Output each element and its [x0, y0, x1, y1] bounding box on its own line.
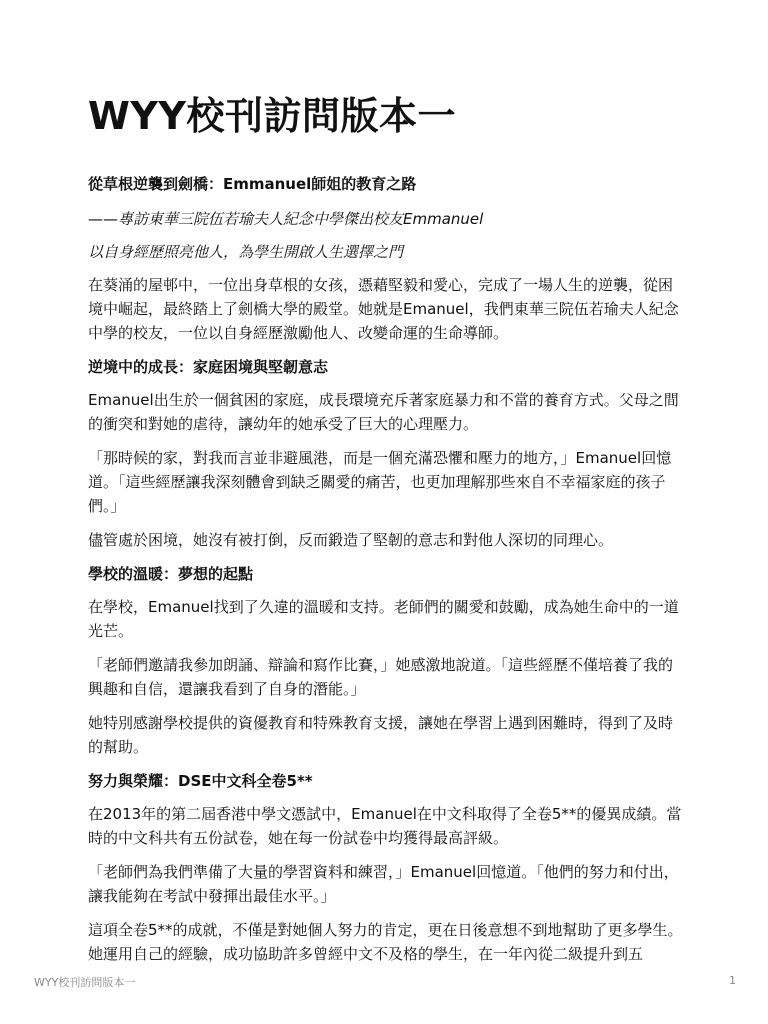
paragraph: 她特別感謝學校提供的資優教育和特殊教育支援，讓她在學習上遇到困難時，得到了及時的幫助。	[88, 714, 674, 756]
intro-paragraph: 在葵涌的屋邨中，一位出身草根的女孩，憑藉堅毅和愛心，完成了一場人生的逆襲，從困境中崛起，最終踏上了劍橋大學的殿堂。她就是Emanuel，我們東華三院伍若瑜夫人紀念中學的校友，一位以自身經歷激勵他人、改變命運的生命導師。	[88, 276, 679, 342]
paragraph: 「老師們為我們準備了大量的學習資料和練習，」Emanuel回憶道。「他們的努力和付出，讓我能夠在考試中發揮出最佳水平。」	[88, 863, 679, 905]
paragraph: 儘管處於困境，她沒有被打倒，反而鍛造了堅韌的意志和對他人深切的同理心。	[88, 531, 614, 549]
footer-title: WYY校刊訪問版本一	[34, 976, 136, 989]
paragraph: 在2013年的第二屆香港中學文憑試中，Emanuel在中文科取得了全卷5**的優異成績。當時的中文科共有五份試卷，她在每一份試卷中均獲得最高評級。	[88, 805, 682, 847]
article-subtitle: ——專訪東華三院伍若瑜夫人紀念中學傑出校友Emmanuel	[88, 210, 484, 228]
page-title: WYY校刊訪問版本一	[88, 94, 456, 138]
section-heading-school: 學校的溫暖：夢想的起點	[88, 565, 254, 583]
paragraph: Emanuel出生於一個貧困的家庭，成長環境充斥著家庭暴力和不當的養育方式。父母之間的衝突和對她的虐待，讓幼年的她承受了巨大的心理壓力。	[88, 391, 679, 433]
paragraph: 「那時候的家，對我而言並非避風港，而是一個充滿恐懼和壓力的地方，」Emanuel回憶道。「這些經歷讓我深刻體會到缺乏關愛的痛苦，也更加理解那些來自不幸福家庭的孩子們。」	[88, 449, 672, 515]
paragraph: 這項全卷5**的成就，不僅是對她個人努力的肯定，更在日後意想不到地幫助了更多學生。她運用自己的經驗，成功協助許多曾經中文不及格的學生，在一年內從二級提升到五	[88, 921, 683, 963]
article-tagline: 以自身經歷照亮他人，為學生開啟人生選擇之門	[88, 243, 404, 261]
paragraph: 在學校，Emanuel找到了久違的溫暖和支持。老師們的關愛和鼓勵，成為她生命中的一道光芒。	[88, 598, 679, 640]
section-heading-dse: 努力與榮耀：DSE中文科全卷5**	[88, 772, 313, 790]
article-headline: 從草根逆襲到劍橋：Emmanuel師姐的教育之路	[88, 175, 417, 193]
section-heading-adversity: 逆境中的成長：家庭困境與堅韌意志	[88, 358, 329, 376]
page-number: 1	[729, 974, 736, 987]
article-body	[88, 172, 686, 976]
paragraph: 「老師們邀請我參加朗誦、辯論和寫作比賽，」她感激地說道。「這些經歷不僅培養了我的興趣和自信，還讓我看到了自身的潛能。」	[88, 656, 674, 698]
